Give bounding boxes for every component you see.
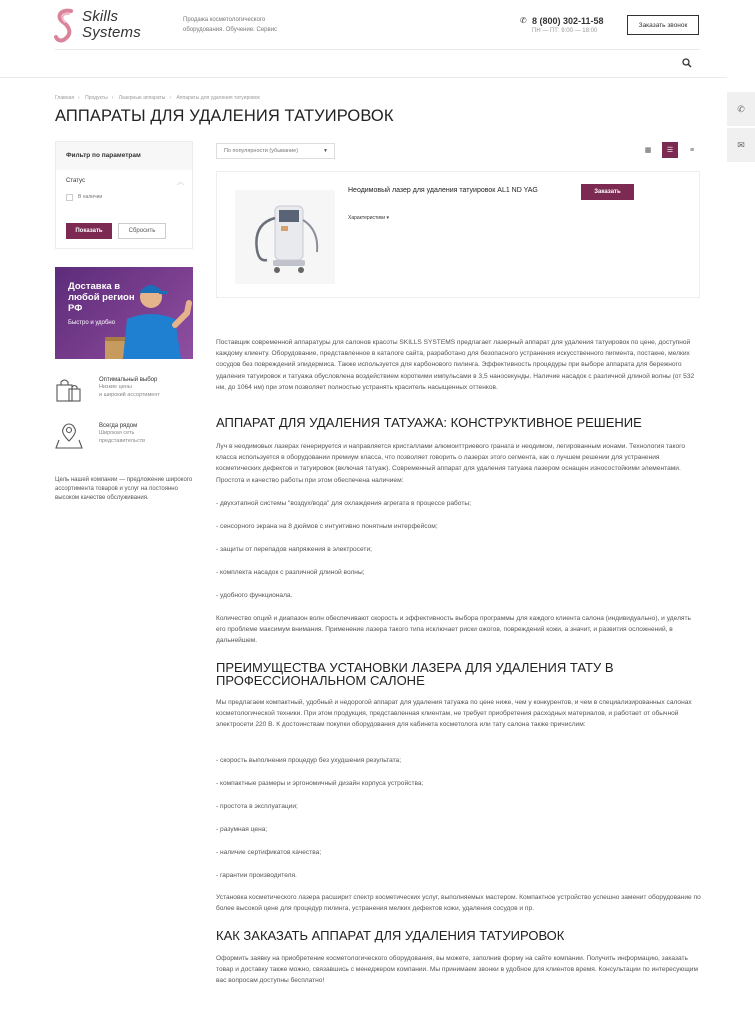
list-item: - наличие сертификатов качества; bbox=[216, 849, 322, 856]
in-stock-checkbox[interactable] bbox=[66, 194, 73, 201]
shopping-bag-icon bbox=[55, 377, 83, 403]
sort-select[interactable] bbox=[216, 143, 335, 159]
product-card bbox=[216, 171, 700, 298]
banner-title: Доставка в любой регион РФ bbox=[68, 281, 135, 314]
list-icon: ☰ bbox=[666, 147, 674, 154]
list-item: - удобного функционала. bbox=[216, 592, 293, 599]
article-paragraph: Установка косметического лазера расширит спектр косметических услуг, выполняемых мастером. Компактное устройство успешно заменит оборудование по более высокой цене для процедур пилинга, устранения мелких дефектов кожи, удаления сосудов и пр. bbox=[216, 894, 701, 913]
logo-text[interactable] bbox=[82, 9, 141, 41]
company-mission: Цель нашей компании — предложение широкого ассортимента товаров и услуг на постоянно высоком качестве обслуживания. bbox=[55, 477, 193, 501]
article-paragraph: Луч в неодимовых лазерах генерируется и направляется кристаллами алюмоиттриевого граната и неодимом, легированным ионами. Технология такого класса используется в оборудовании премиум класса, что позволяет говорить о лазерах этого сегмента, как о лучшем решении для устранения косметических дефектов и татуировок (включая татуаж). Современный аппарат для удаления татуажа лазером оснащен износостойкими элементами. Простота и качество работы при этом обеспечена наличием: bbox=[216, 443, 686, 484]
list-item: - простота в эксплуатации; bbox=[216, 803, 298, 810]
product-name[interactable]: Неодимовый лазер для удаления татуировок AL1 ND YAG bbox=[348, 187, 538, 194]
list-item: - разумная цена; bbox=[216, 826, 268, 833]
list-item: - защиты от перепадов напряжения в электросети; bbox=[216, 546, 372, 553]
tagline: Продажа косметологического оборудования. Обучение. Сервис bbox=[183, 17, 278, 33]
page-title: АППАРАТЫ ДЛЯ УДАЛЕНИЯ ТАТУИРОВОК bbox=[55, 107, 394, 125]
filter-panel bbox=[55, 141, 193, 249]
breadcrumb-item[interactable]: Лазерные аппараты bbox=[118, 95, 166, 101]
list-item: - двухэтапной системы "воздух/вода" для охлаждения агрегата в процессе работы; bbox=[216, 500, 471, 507]
feature-optimal bbox=[99, 377, 160, 399]
status-filter-label[interactable]: Статус bbox=[66, 178, 85, 184]
show-button[interactable]: Показать bbox=[66, 223, 112, 239]
map-pin-icon bbox=[55, 423, 83, 449]
list-item: - комплекта насадок с различной длиной волны; bbox=[216, 569, 365, 576]
feature-line: и широкий ассортимент bbox=[99, 392, 160, 398]
order-button[interactable]: Заказать bbox=[581, 184, 634, 200]
reset-button[interactable]: Сбросить bbox=[118, 223, 166, 239]
article-paragraph: Количество опций и диапазон волн обеспечивают скорость и эффективность выбора программы для каждого клиента салона (индивидуально), и уделять его проблеме максимум внимания. Применение лазера такого типа исключает риски ожогов, повреждений кожи, а значит, и развития осложнений, в дальнейшем. bbox=[216, 615, 691, 645]
banner-subtitle: Быстро и удобно bbox=[68, 320, 116, 326]
phone-icon: ✆ bbox=[520, 16, 527, 25]
search-icon[interactable] bbox=[682, 58, 692, 68]
list-item: - сенсорного экрана на 8 дюймов с интуитивно понятным интерфейсом; bbox=[216, 523, 438, 530]
grid-view-button[interactable] bbox=[640, 142, 656, 158]
article-heading: АППАРАТ ДЛЯ УДАЛЕНИЯ ТАТУАЖА: КОНСТРУКТИВНОЕ РЕШЕНИЕ bbox=[216, 415, 642, 430]
phone-number[interactable]: 8 (800) 302-11-58 bbox=[532, 16, 604, 26]
feature-line: Широкая сеть bbox=[99, 430, 135, 436]
mail-side-tab[interactable] bbox=[727, 128, 755, 162]
header-divider bbox=[55, 49, 700, 50]
phone-icon: ✆ bbox=[737, 103, 745, 114]
callback-side-tab[interactable] bbox=[727, 92, 755, 126]
feature-nearby bbox=[99, 423, 145, 445]
grid-icon: ▦ bbox=[644, 147, 652, 154]
breadcrumb-item[interactable]: Главная bbox=[55, 95, 75, 101]
article-heading: ПРЕИМУЩЕСТВА УСТАНОВКИ ЛАЗЕРА ДЛЯ УДАЛЕНИЯ ТАТУ В ПРОФЕССИОНАЛЬНОМ САЛОНЕ bbox=[216, 660, 614, 688]
feature-line: представительств bbox=[99, 438, 146, 444]
product-image[interactable] bbox=[235, 190, 335, 284]
list-item: - скорость выполнения процедур без ухудшения результата; bbox=[216, 757, 402, 764]
chevron-up-icon[interactable]: ︿ bbox=[177, 179, 184, 186]
filter-heading: Фильтр по параметрам bbox=[56, 142, 192, 170]
logo-icon[interactable] bbox=[54, 8, 76, 44]
working-hours: ПН — ПТ: 9:00 — 18:00 bbox=[532, 28, 598, 34]
list-item: - гарантии производителя. bbox=[216, 872, 297, 879]
sort-selected-value: По популярности (убывание) bbox=[224, 148, 299, 154]
list-view-button[interactable] bbox=[662, 142, 678, 158]
feature-title: Оптимальный выбор bbox=[99, 377, 158, 383]
delivery-banner[interactable] bbox=[55, 267, 193, 359]
feature-line: Низкие цены bbox=[99, 384, 132, 390]
in-stock-label[interactable]: В наличии bbox=[78, 194, 103, 200]
characteristics-toggle[interactable]: Характеристики ▾ bbox=[348, 215, 389, 221]
breadcrumb-item: Аппараты для удаления татуировок bbox=[176, 95, 260, 101]
callback-button[interactable]: Заказать звонок bbox=[627, 15, 699, 35]
lines-icon: ≡ bbox=[689, 146, 695, 154]
article-intro: Поставщик современной аппаратуры для салонов красоты SKILLS SYSTEMS предлагает лазерный аппарат для удаления татуировок по цене, доступной каждому клиенту. Оборудование, представленное в каталоге сайта, разработано для безопасного устранения искусственного пигмента, постакне, мелких сосудов без повреждений эпидермиса. Также используется для карбонового пилинга. Эффективность процедуры при выборе аппарата для бережного удаления татуировок и татуажа обусловлена воздействием короткими импульсами в 3,5 наносекунды. Наличие насадок с различной длиной волны (от 532 нм, до 1064 нм) при этом позволяет полностью устранять краситель насыщенных оттенков. bbox=[216, 339, 695, 391]
article-paragraph: Оформить заявку на приобретение косметологического оборудования, вы можете, заполнив форму на сайте компании. Получить информацию, заказать товар и доставку также можно, связавшись с менеджером компании. Мы принимаем звонки в удобное для клиентов время. Консультации по интересующим вас вопросам доступны бесплатно! bbox=[216, 955, 699, 985]
list-item: - компактные размеры и эргономичный дизайн корпуса устройства; bbox=[216, 780, 424, 787]
table-view-button[interactable] bbox=[684, 142, 700, 158]
mail-icon: ✉ bbox=[737, 139, 745, 150]
feature-title: Всегда рядом bbox=[99, 423, 138, 429]
article-heading: КАК ЗАКАЗАТЬ АППАРАТ ДЛЯ УДАЛЕНИЯ ТАТУИРОВОК bbox=[216, 928, 565, 943]
article-paragraph: Мы предлагаем компактный, удобный и недорогой аппарат для удаления татуажа по цене ниже, чем у конкурентов, и чем в специализированных салонах косметологической техники. При этом продукция, представленная клиентам, не требует приобретения расходных материалов, и работает от обычной электросети 220 В. К достоинствам покупки оборудования для кабинета косметолога или тату салона также причислим: bbox=[216, 699, 692, 729]
breadcrumb: Главная › Продукты › Лазерные аппараты › Аппараты для удаления татуировок bbox=[55, 95, 260, 101]
nav-divider bbox=[0, 77, 727, 78]
breadcrumb-item[interactable]: Продукты bbox=[85, 95, 108, 101]
caret-down-icon: ▼ bbox=[323, 148, 328, 154]
logo-line1: Skills bbox=[82, 8, 119, 25]
logo-line2: Systems bbox=[82, 24, 141, 41]
